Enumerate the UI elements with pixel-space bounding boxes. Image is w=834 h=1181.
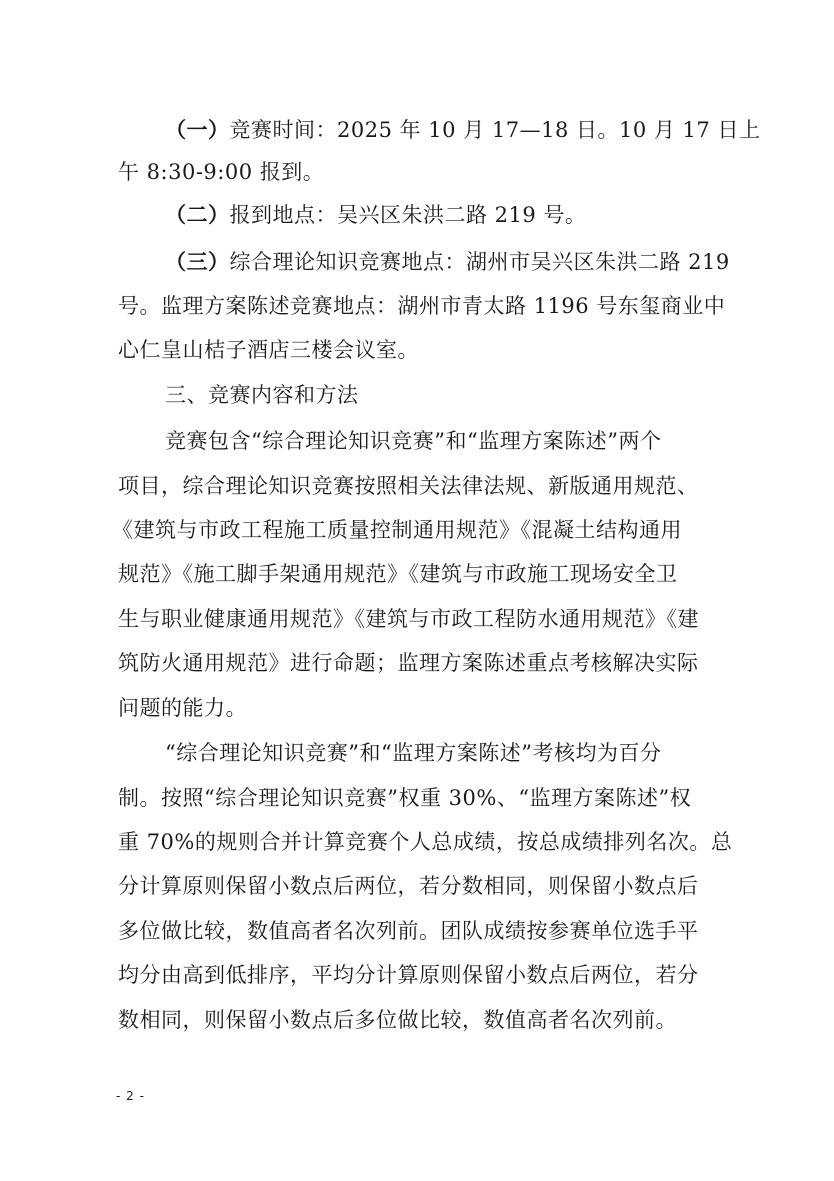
body1-line-3: 《建筑与市政工程施工质量控制通用规范》《混凝土结构通用 <box>112 518 682 542</box>
paragraph-3-prefix: （三） <box>165 249 230 274</box>
paragraph-2-line-1 <box>165 201 586 229</box>
paragraph-1-line-1 <box>165 116 760 144</box>
paragraph-3-text-1: 综合理论知识竞赛地点：湖州市吴兴区朱洪二路 219 <box>229 250 730 274</box>
paragraph-2-prefix: （二） <box>165 202 230 227</box>
body2-line-6: 均分由高到低排序，平均分计算原则保留小数点后两位，若分 <box>118 963 699 987</box>
paragraph-3-line-1 <box>165 248 730 276</box>
paragraph-1-line-2: 午 8:30-9:00 报到。 <box>118 160 325 184</box>
section-heading: 三、竞赛内容和方法 <box>165 383 359 407</box>
body1-line-7: 问题的能力。 <box>118 696 247 720</box>
page-number: - 2 - <box>116 1089 145 1103</box>
body2-line-7: 数相同，则保留小数点后多位做比较，数值高者名次列前。 <box>118 1008 677 1032</box>
paragraph-2-text-1: 报到地点：吴兴区朱洪二路 219 号。 <box>229 203 587 227</box>
body1-line-4: 规范》《施工脚手架通用规范》《建筑与市政施工现场安全卫 <box>118 562 678 586</box>
body2-line-2: 制。按照“综合理论知识竞赛”权重 30%、“监理方案陈述”权 <box>118 786 692 810</box>
paragraph-1-text-1: 竞赛时间：2025 年 10 月 17—18 日。10 月 17 日上 <box>229 118 761 142</box>
body1-line-6: 筑防火通用规范》进行命题；监理方案陈述重点考核解决实际 <box>118 651 699 675</box>
body2-line-4: 分计算原则保留小数点后两位，若分数相同，则保留小数点后 <box>118 874 699 898</box>
paragraph-1-prefix: （一） <box>165 117 230 142</box>
body1-line-2: 项目，综合理论知识竞赛按照相关法律法规、新版通用规范、 <box>118 474 699 498</box>
body1-line-5: 生与职业健康通用规范》《建筑与市政工程防水通用规范》《建 <box>118 607 699 631</box>
paragraph-3-line-3: 心仁皇山桔子酒店三楼会议室。 <box>118 338 419 362</box>
paragraph-3-line-2: 号。监理方案陈述竞赛地点：湖州市青太路 1196 号东玺商业中 <box>118 294 726 318</box>
body2-line-1: “综合理论知识竞赛”和“监理方案陈述”考核均为百分 <box>165 741 662 765</box>
body1-line-1: 竞赛包含“综合理论知识竞赛”和“监理方案陈述”两个 <box>165 429 662 453</box>
body2-line-5: 多位做比较，数值高者名次列前。团队成绩按参赛单位选手平 <box>118 919 699 943</box>
body2-line-3: 重 70%的规则合并计算竞赛个人总成绩，按总成绩排列名次。总 <box>118 830 733 854</box>
